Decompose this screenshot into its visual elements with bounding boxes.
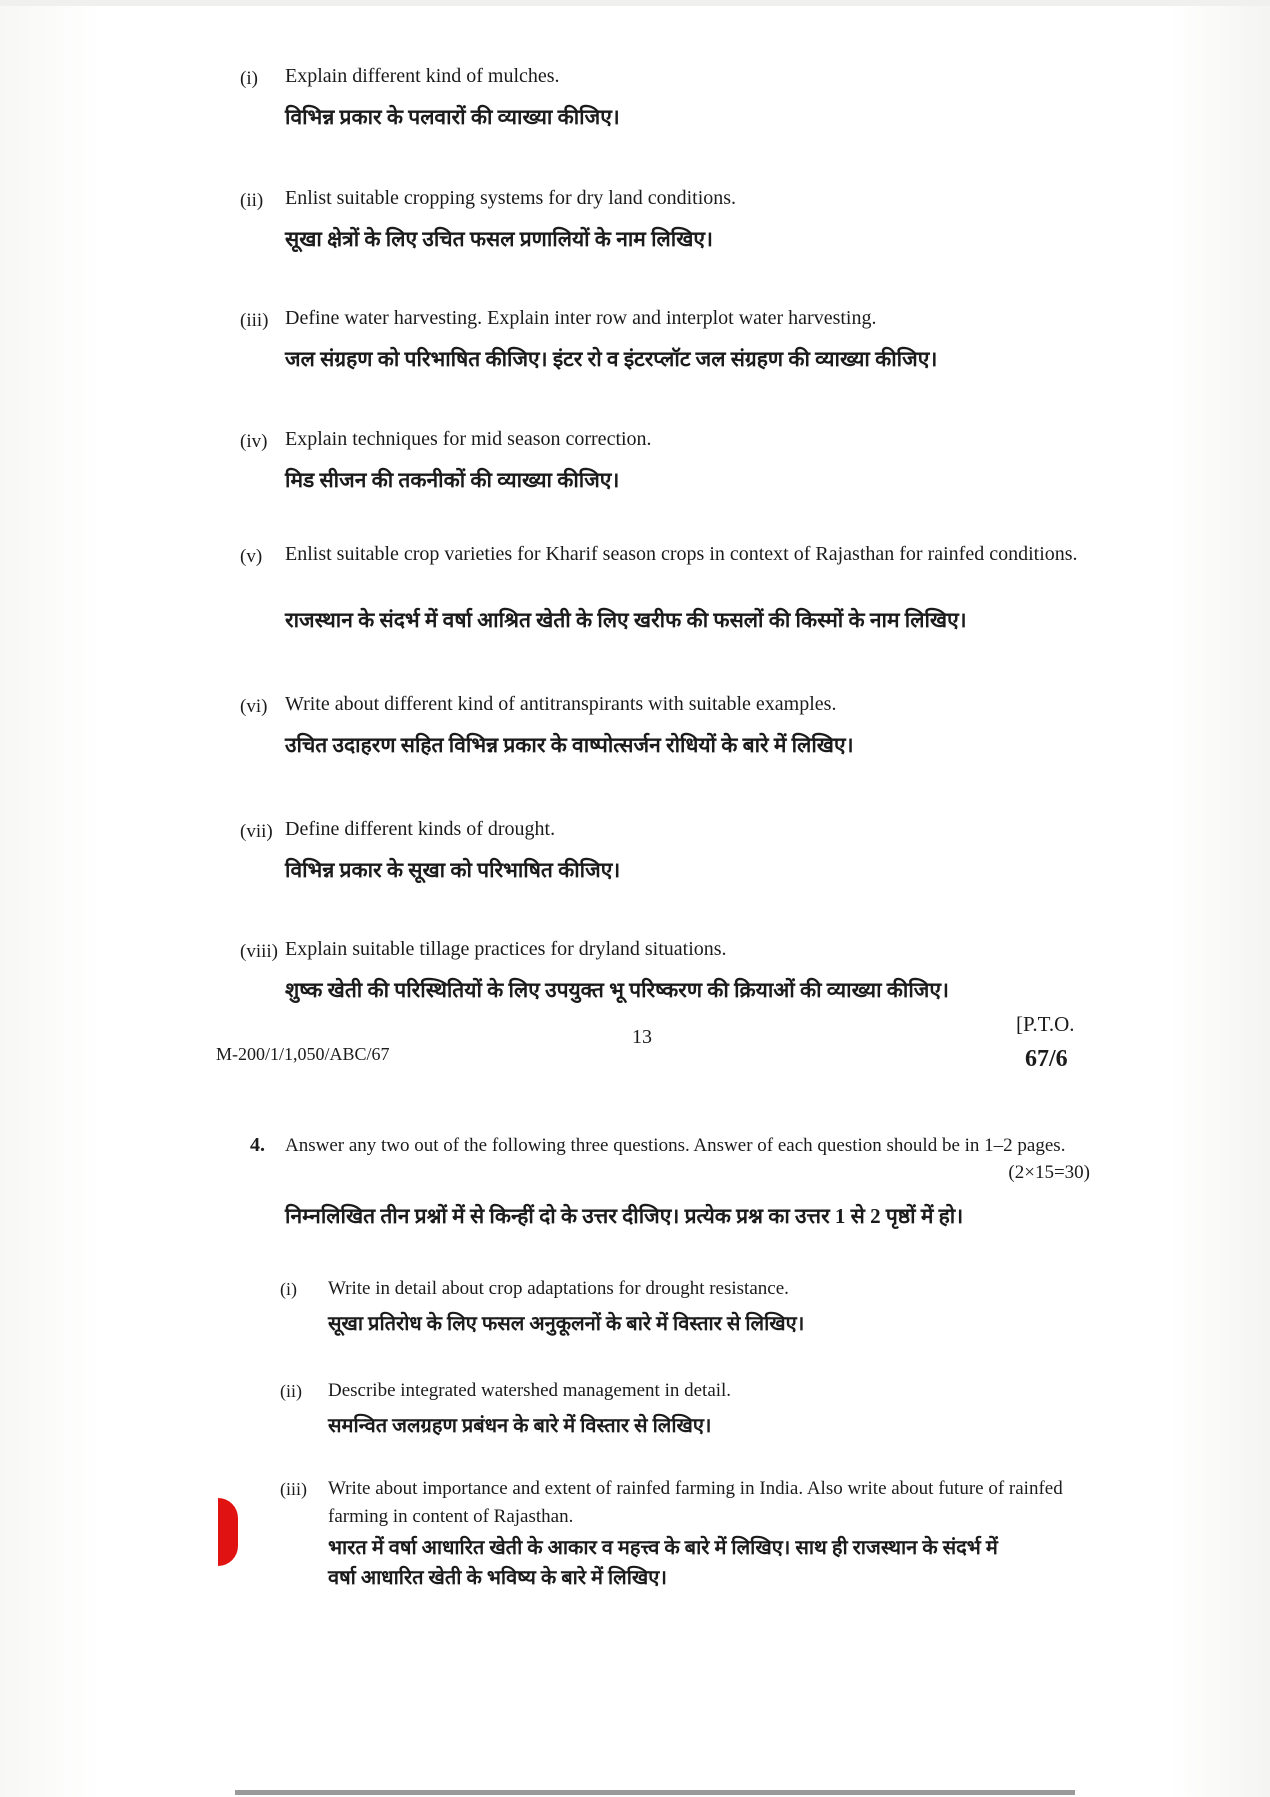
question-number: (viii) <box>240 941 278 962</box>
question-text-en: Define different kinds of drought. <box>285 818 556 840</box>
pto-label: [P.T.O. <box>1016 1012 1075 1036</box>
question-text-hi: जल संग्रहण को परिभाषित कीजिए। इंटर रो व इंटरप्लॉट जल संग्रहण की व्याख्या कीजिए। <box>285 347 938 371</box>
question-text-en: Explain different kind of mulches. <box>285 65 560 87</box>
page-ref: 67/6 <box>1025 1046 1068 1072</box>
question-number: (i) <box>280 1279 297 1299</box>
question-text-hi: राजस्थान के संदर्भ में वर्षा आश्रित खेती के लिए खरीफ की फसलों की किस्मों के नाम लिखिए। <box>285 608 967 632</box>
question-number: (v) <box>240 546 263 567</box>
paper-code: M-200/1/1,050/ABC/67 <box>216 1044 390 1064</box>
question-text-en: Explain suitable tillage practices for dryland situations. <box>285 938 727 960</box>
question-number: (iv) <box>240 431 268 452</box>
question-number: (ii) <box>240 190 264 211</box>
instruction-en: Answer any two out of the following three questions. Answer of each question should be in 1–2 pages. <box>285 1135 1066 1156</box>
question-text-hi: शुष्क खेती की परिस्थितियों के लिए उपयुक्त भू परिष्करण की क्रियाओं की व्याख्या कीजिए। <box>285 978 949 1002</box>
question-number: (vii) <box>240 821 273 842</box>
question-number: (iii) <box>240 310 269 331</box>
question-text-hi: समन्वित जलग्रहण प्रबंधन के बारे में विस्तार से लिखिए। <box>328 1415 712 1437</box>
question-text-en: Write about different kind of antitranspirants with suitable examples. <box>285 693 837 715</box>
question-text-hi: विभिन्न प्रकार के सूखा को परिभाषित कीजिए। <box>285 858 621 882</box>
question-text-hi: भारत में वर्षा आधारित खेती के आकार व महत्त्व के बारे में लिखिए। साथ ही राजस्थान के संदर्भ में <box>328 1537 998 1559</box>
marks-label: (2×15=30) <box>1008 1162 1090 1183</box>
question-text-en: Explain techniques for mid season correction. <box>285 428 652 450</box>
question-text-en: Write in detail about crop adaptations for drought resistance. <box>328 1278 789 1299</box>
question-text-hi: उचित उदाहरण सहित विभिन्न प्रकार के वाष्पोत्सर्जन रोधियों के बारे में लिखिए। <box>285 733 854 757</box>
question-text-hi: सूखा प्रतिरोध के लिए फसल अनुकूलनों के बारे में विस्तार से लिखिए। <box>328 1313 805 1335</box>
question-text-en: Enlist suitable crop varieties for Kharif season crops in context of Rajasthan for rainfed conditions. <box>285 543 1078 565</box>
question-number: (i) <box>240 68 258 89</box>
question-number: 4. <box>250 1134 265 1156</box>
question-text-en: Enlist suitable cropping systems for dry land conditions. <box>285 187 737 209</box>
question-text-en: Describe integrated watershed management in detail. <box>328 1380 732 1401</box>
question-text-en: Write about importance and extent of rainfed farming in India. Also write about future of rainfed farming in content of Rajasthan. <box>328 1478 1063 1527</box>
page-bottom-edge <box>235 1790 1075 1795</box>
top-edge <box>0 0 1270 6</box>
question-number: (vi) <box>240 696 268 717</box>
red-marker <box>218 1498 238 1566</box>
page-number: 13 <box>632 1026 652 1048</box>
instruction-hi: निम्नलिखित तीन प्रश्नों में से किन्हीं दो के उत्तर दीजिए। प्रत्येक प्रश्न का उत्तर 1 से 2 पृष्ठों में हो। <box>285 1204 964 1228</box>
question-text-hi: मिड सीजन की तकनीकों की व्याख्या कीजिए। <box>285 468 620 492</box>
question-number: (iii) <box>280 1479 307 1499</box>
question-text-hi: विभिन्न प्रकार के पलवारों की व्याख्या कीजिए। <box>285 105 620 129</box>
question-number: (ii) <box>280 1381 302 1401</box>
question-text-en: Define water harvesting. Explain inter row and interplot water harvesting. <box>285 307 877 329</box>
question-text-hi-continued: वर्षा आधारित खेती के भविष्य के बारे में लिखिए। <box>328 1567 667 1589</box>
question-text-hi: सूखा क्षेत्रों के लिए उचित फसल प्रणालियों के नाम लिखिए। <box>285 227 713 251</box>
